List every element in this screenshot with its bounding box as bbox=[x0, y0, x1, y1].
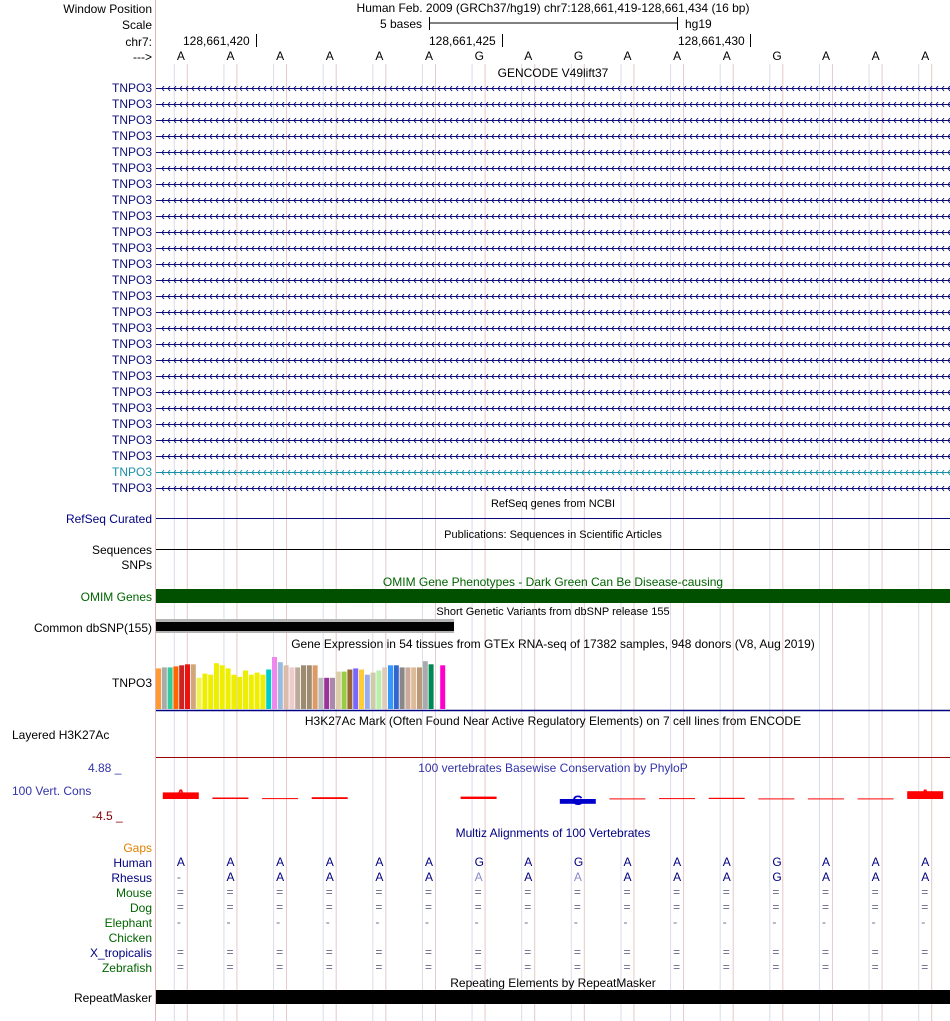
gtex-tissue-bar bbox=[179, 665, 184, 709]
multiz-base: = bbox=[673, 960, 681, 974]
multiz-base: = bbox=[821, 885, 829, 899]
gtex-tissue-bar bbox=[168, 667, 173, 709]
gencode-item-label[interactable]: TNPO3 bbox=[111, 145, 152, 159]
gtex-tissue-bar bbox=[429, 664, 434, 709]
gencode-item-label[interactable]: TNPO3 bbox=[111, 385, 152, 399]
conservation-score-bar bbox=[808, 798, 844, 799]
multiz-base: - bbox=[772, 915, 777, 929]
multiz-base: - bbox=[375, 915, 380, 929]
multiz-base: = bbox=[722, 885, 730, 899]
multiz-base: = bbox=[772, 945, 780, 959]
gencode-item-label[interactable]: TNPO3 bbox=[111, 225, 152, 239]
assembly-name: hg19 bbox=[685, 17, 712, 31]
multiz-base: A bbox=[573, 870, 582, 884]
multiz-base: A bbox=[276, 870, 285, 884]
scale-text: 5 bases bbox=[380, 17, 423, 31]
multiz-base: = bbox=[921, 900, 929, 914]
multiz-base: A bbox=[474, 870, 483, 884]
multiz-base: - bbox=[821, 915, 826, 929]
multiz-base: A bbox=[821, 855, 830, 869]
ruler-tick-2: 128,661,425 bbox=[429, 34, 496, 48]
multiz-base: = bbox=[226, 945, 234, 959]
multiz-base: = bbox=[821, 945, 829, 959]
conservation-max-label: 4.88 _ bbox=[88, 761, 122, 775]
sequence-base: A bbox=[921, 49, 930, 63]
multiz-base: = bbox=[673, 900, 681, 914]
multiz-base: A bbox=[921, 855, 930, 869]
gtex-track-title[interactable]: Gene Expression in 54 tissues from GTEx RNA-seq of 17382 samples, 948 donors (V8, Aug 2019) bbox=[291, 637, 815, 651]
multiz-base: = bbox=[474, 900, 482, 914]
multiz-base: = bbox=[276, 900, 284, 914]
gencode-item-label[interactable]: TNPO3 bbox=[111, 481, 152, 495]
multiz-base: = bbox=[673, 945, 681, 959]
gencode-item-label[interactable]: TNPO3 bbox=[111, 241, 152, 255]
gtex-tissue-bar bbox=[289, 667, 294, 709]
multiz-species-label[interactable]: X_tropicalis bbox=[89, 946, 152, 960]
gencode-item-label[interactable]: TNPO3 bbox=[111, 97, 152, 111]
omim-track-label[interactable]: OMIM Genes bbox=[80, 590, 152, 604]
multiz-base: = bbox=[375, 945, 383, 959]
multiz-base: = bbox=[424, 885, 432, 899]
gtex-tissue-bar bbox=[295, 667, 300, 709]
multiz-base: = bbox=[722, 960, 730, 974]
multiz-base: = bbox=[772, 960, 780, 974]
multiz-base: = bbox=[325, 900, 333, 914]
multiz-base: = bbox=[176, 885, 184, 899]
multiz-base: A bbox=[424, 855, 433, 869]
multiz-base: A bbox=[921, 870, 930, 884]
gencode-item-label[interactable]: TNPO3 bbox=[111, 305, 152, 319]
gtex-tissue-bar bbox=[313, 665, 318, 709]
sequence-base: A bbox=[871, 49, 880, 63]
gtex-tissue-bar bbox=[400, 667, 405, 709]
multiz-base: = bbox=[474, 960, 482, 974]
gtex-tissue-bar bbox=[318, 678, 323, 709]
gtex-tissue-bar bbox=[266, 670, 271, 710]
multiz-base: = bbox=[921, 885, 929, 899]
multiz-base: A bbox=[325, 870, 334, 884]
sequence-base: A bbox=[325, 49, 334, 63]
gencode-item-label[interactable]: TNPO3 bbox=[111, 353, 152, 367]
multiz-base: = bbox=[375, 960, 383, 974]
omim-gene-bar bbox=[156, 589, 950, 603]
sequence-base: A bbox=[276, 49, 285, 63]
sequence-base: A bbox=[226, 49, 235, 63]
multiz-base: - bbox=[722, 915, 727, 929]
multiz-base: = bbox=[673, 885, 681, 899]
gtex-tissue-bar bbox=[220, 665, 225, 709]
multiz-base: = bbox=[524, 900, 532, 914]
gtex-tissue-bar bbox=[405, 667, 410, 709]
conservation-letter: A bbox=[175, 786, 186, 802]
multiz-base: G bbox=[772, 870, 782, 884]
multiz-base: - bbox=[424, 915, 429, 929]
gtex-tissue-bar bbox=[371, 673, 376, 709]
multiz-base: A bbox=[325, 855, 334, 869]
gtex-tissue-bar bbox=[336, 672, 341, 709]
gtex-tissue-bar bbox=[260, 675, 265, 709]
gtex-tissue-bar bbox=[191, 664, 196, 709]
snps-track-label[interactable]: SNPs bbox=[121, 558, 152, 572]
gtex-tissue-bar bbox=[365, 675, 370, 709]
scale-label: Scale bbox=[121, 18, 152, 32]
sequence-base: A bbox=[623, 49, 632, 63]
multiz-base: = bbox=[772, 900, 780, 914]
gtex-track-label[interactable]: TNPO3 bbox=[111, 676, 152, 690]
multiz-base: G bbox=[573, 855, 584, 869]
multiz-base: - bbox=[226, 915, 231, 929]
gencode-item-label[interactable]: TNPO3 bbox=[111, 193, 152, 207]
gtex-tissue-bar bbox=[359, 670, 364, 710]
gencode-item-label[interactable]: TNPO3 bbox=[111, 257, 152, 271]
gtex-tissue-bar bbox=[423, 661, 428, 709]
multiz-base: A bbox=[524, 855, 533, 869]
gtex-tissue-bar bbox=[411, 667, 416, 709]
multiz-base: = bbox=[276, 945, 284, 959]
conservation-score-bar bbox=[609, 798, 645, 799]
ruler-tick-3: 128,661,430 bbox=[678, 34, 745, 48]
conservation-letter: A bbox=[920, 786, 931, 802]
multiz-base: A bbox=[722, 870, 731, 884]
gencode-item-label[interactable]: TNPO3 bbox=[111, 417, 152, 431]
gtex-tissue-bar bbox=[394, 665, 399, 709]
multiz-base: - bbox=[276, 915, 281, 929]
window-position-label: Window Position bbox=[63, 2, 152, 16]
multiz-base: A bbox=[623, 855, 632, 869]
multiz-base: - bbox=[176, 915, 181, 929]
multiz-species-label[interactable]: Chicken bbox=[108, 931, 152, 945]
conservation-score-bar bbox=[858, 798, 894, 799]
gencode-item-label[interactable]: TNPO3 bbox=[111, 273, 152, 287]
gtex-tissue-bar bbox=[440, 665, 445, 709]
sequences-track-label[interactable]: Sequences bbox=[91, 543, 152, 557]
gtex-tissue-bar bbox=[208, 675, 213, 709]
multiz-base: A bbox=[424, 870, 433, 884]
gtex-tissue-bar bbox=[255, 673, 260, 709]
gencode-item-label[interactable]: TNPO3 bbox=[111, 113, 152, 127]
multiz-base: A bbox=[871, 855, 880, 869]
multiz-base: = bbox=[474, 885, 482, 899]
multiz-base: = bbox=[772, 885, 780, 899]
gtex-tissue-bar bbox=[173, 666, 178, 709]
gtex-tissue-bar bbox=[249, 675, 254, 709]
multiz-base: A bbox=[276, 855, 285, 869]
multiz-base: = bbox=[871, 885, 879, 899]
multiz-base: G bbox=[772, 855, 782, 869]
gtex-tissue-bar bbox=[272, 657, 277, 709]
multiz-base: = bbox=[573, 900, 581, 914]
multiz-base: = bbox=[722, 945, 730, 959]
multiz-base: = bbox=[276, 885, 284, 899]
gtex-tissue-bar bbox=[243, 671, 248, 710]
multiz-base: = bbox=[325, 885, 333, 899]
gencode-item-label[interactable]: TNPO3 bbox=[111, 321, 152, 335]
gtex-tissue-bar bbox=[301, 665, 306, 709]
conservation-score-bar bbox=[212, 798, 248, 800]
multiz-base: = bbox=[226, 885, 234, 899]
sequence-base: A bbox=[176, 49, 185, 63]
multiz-base: = bbox=[722, 900, 730, 914]
gencode-item-label[interactable]: TNPO3 bbox=[111, 289, 152, 303]
gencode-item-label[interactable]: TNPO3 bbox=[111, 81, 152, 95]
genome-position-title: Human Feb. 2009 (GRCh37/hg19) chr7:128,661,419-128,661,434 (16 bp) bbox=[356, 1, 750, 15]
multiz-base: A bbox=[375, 855, 384, 869]
multiz-base: = bbox=[226, 960, 234, 974]
multiz-base: - bbox=[921, 915, 926, 929]
strand-label: ---> bbox=[133, 50, 152, 64]
gtex-tissue-bar bbox=[342, 672, 347, 709]
gtex-tissue-bar bbox=[231, 675, 236, 709]
sequence-base: A bbox=[821, 49, 830, 63]
conservation-score-bar bbox=[659, 798, 695, 799]
gtex-tissue-bar bbox=[156, 668, 161, 709]
multiz-base: - bbox=[871, 915, 876, 929]
multiz-base: G bbox=[474, 855, 484, 869]
dbsnp-track-label[interactable]: Common dbSNP(155) bbox=[33, 621, 152, 635]
multiz-base: = bbox=[325, 945, 333, 959]
multiz-base: = bbox=[375, 900, 383, 914]
gtex-tissue-bar bbox=[202, 674, 207, 709]
multiz-base: - bbox=[474, 915, 479, 929]
multiz-base: A bbox=[226, 870, 235, 884]
multiz-species-label[interactable]: Elephant bbox=[104, 916, 152, 930]
gtex-tissue-bar bbox=[307, 665, 312, 709]
multiz-base: = bbox=[375, 885, 383, 899]
dbsnp-track-title[interactable]: Short Genetic Variants from dbSNP release 155 bbox=[436, 606, 670, 618]
multiz-base: = bbox=[524, 960, 532, 974]
multiz-base: = bbox=[871, 960, 879, 974]
conservation-track-title[interactable]: 100 vertebrates Basewise Conservation by PhyloP bbox=[418, 761, 688, 775]
multiz-base: = bbox=[424, 945, 432, 959]
gtex-tissue-bar bbox=[237, 677, 242, 709]
gtex-tissue-bar bbox=[278, 662, 283, 709]
multiz-base: = bbox=[573, 960, 581, 974]
multiz-base: A bbox=[623, 870, 632, 884]
multiz-base: A bbox=[673, 870, 682, 884]
gtex-tissue-bar bbox=[382, 667, 387, 709]
sequence-base: G bbox=[573, 49, 584, 63]
sequence-base: G bbox=[474, 49, 484, 63]
conservation-score-bar bbox=[312, 797, 348, 799]
gtex-tissue-bar bbox=[185, 664, 190, 709]
multiz-base: A bbox=[375, 870, 384, 884]
gtex-tissue-bar bbox=[284, 665, 289, 709]
multiz-base: - bbox=[524, 915, 529, 929]
conservation-score-bar bbox=[758, 798, 794, 799]
multiz-species-label[interactable]: Human bbox=[113, 856, 152, 870]
publications-track-title[interactable]: Publications: Sequences in Scientific Articles bbox=[444, 529, 662, 541]
gtex-tissue-bar bbox=[330, 678, 335, 709]
multiz-base: = bbox=[226, 900, 234, 914]
conservation-track-label[interactable]: 100 Vert. Cons bbox=[12, 784, 92, 798]
multiz-base: A bbox=[673, 855, 682, 869]
gencode-track-title[interactable]: GENCODE V49lift37 bbox=[497, 66, 609, 80]
gencode-item-label[interactable]: TNPO3 bbox=[111, 465, 152, 479]
multiz-base: = bbox=[176, 900, 184, 914]
multiz-species-label[interactable]: Mouse bbox=[115, 886, 152, 900]
multiz-base: = bbox=[573, 885, 581, 899]
sequence-base: G bbox=[772, 49, 782, 63]
gencode-item-label[interactable]: TNPO3 bbox=[111, 129, 152, 143]
h3k27ac-track-title[interactable]: H3K27Ac Mark (Often Found Near Active Regulatory Elements) on 7 cell lines from ENCODE bbox=[304, 714, 802, 728]
multiz-base: = bbox=[524, 885, 532, 899]
gencode-item-label[interactable]: TNPO3 bbox=[111, 369, 152, 383]
multiz-base: - bbox=[623, 915, 628, 929]
multiz-species-label[interactable]: Rhesus bbox=[111, 871, 152, 885]
multiz-base: = bbox=[871, 945, 879, 959]
gencode-item-label[interactable]: TNPO3 bbox=[111, 337, 152, 351]
gencode-item-label[interactable]: TNPO3 bbox=[111, 433, 152, 447]
gtex-tissue-bar bbox=[347, 670, 352, 710]
gtex-tissue-bar bbox=[197, 678, 202, 709]
multiz-base: = bbox=[623, 960, 631, 974]
multiz-species-label[interactable]: Dog bbox=[129, 901, 152, 915]
multiz-base: A bbox=[871, 870, 880, 884]
refseq-track-title[interactable]: RefSeq genes from NCBI bbox=[490, 498, 616, 510]
multiz-base: - bbox=[325, 915, 330, 929]
conservation-letter: G bbox=[572, 791, 584, 808]
multiz-base: A bbox=[821, 870, 830, 884]
multiz-base: = bbox=[821, 900, 829, 914]
multiz-base: - bbox=[176, 870, 181, 884]
multiz-base: A bbox=[226, 855, 235, 869]
gtex-tissue-bar bbox=[214, 663, 219, 709]
chrom-label: chr7: bbox=[125, 35, 152, 49]
ruler-tick-1: 128,661,420 bbox=[183, 34, 250, 48]
multiz-base: = bbox=[474, 945, 482, 959]
repeatmasker-element-bar bbox=[156, 990, 950, 1004]
multiz-gaps-label[interactable]: Gaps bbox=[123, 841, 152, 855]
conservation-min-label: -4.5 _ bbox=[92, 809, 123, 823]
multiz-base: = bbox=[921, 945, 929, 959]
gencode-item-label[interactable]: TNPO3 bbox=[111, 209, 152, 223]
gtex-tissue-bar bbox=[324, 678, 329, 709]
multiz-base: = bbox=[424, 960, 432, 974]
multiz-base: = bbox=[325, 960, 333, 974]
multiz-base: = bbox=[524, 945, 532, 959]
multiz-base: - bbox=[573, 915, 578, 929]
gtex-tissue-bar bbox=[162, 667, 167, 709]
multiz-base: = bbox=[821, 960, 829, 974]
multiz-base: = bbox=[176, 945, 184, 959]
multiz-base: = bbox=[573, 945, 581, 959]
gencode-item-label[interactable]: TNPO3 bbox=[111, 401, 152, 415]
multiz-base: A bbox=[722, 855, 731, 869]
h3k27ac-track-label[interactable]: Layered H3K27Ac bbox=[12, 728, 110, 742]
sequence-base: A bbox=[424, 49, 433, 63]
sequence-base: A bbox=[722, 49, 731, 63]
gtex-tissue-bar bbox=[376, 671, 381, 710]
gtex-tissue-bar bbox=[353, 668, 358, 709]
multiz-base: = bbox=[176, 960, 184, 974]
multiz-species-label[interactable]: Zebrafish bbox=[101, 961, 152, 975]
multiz-base: = bbox=[623, 885, 631, 899]
multiz-base: = bbox=[424, 900, 432, 914]
gtex-tissue-bar bbox=[417, 667, 422, 709]
multiz-base: A bbox=[524, 870, 533, 884]
multiz-base: = bbox=[276, 960, 284, 974]
gencode-item-label[interactable]: TNPO3 bbox=[111, 449, 152, 463]
conservation-score-bar bbox=[709, 798, 745, 799]
repeatmasker-track-label[interactable]: RepeatMasker bbox=[73, 991, 152, 1005]
multiz-base: = bbox=[871, 900, 879, 914]
sequence-base: A bbox=[673, 49, 682, 63]
gtex-tissue-bar bbox=[388, 665, 393, 709]
gtex-tissue-bar bbox=[226, 668, 231, 709]
multiz-base: = bbox=[623, 945, 631, 959]
repeatmasker-track-title[interactable]: Repeating Elements by RepeatMasker bbox=[450, 976, 656, 990]
sequence-base: A bbox=[524, 49, 533, 63]
multiz-base: A bbox=[176, 855, 185, 869]
conservation-score-bar bbox=[461, 797, 497, 799]
multiz-base: = bbox=[921, 960, 929, 974]
sequence-base: A bbox=[375, 49, 384, 63]
conservation-score-bar bbox=[262, 798, 298, 799]
multiz-track-title[interactable]: Multiz Alignments of 100 Vertebrates bbox=[455, 826, 651, 840]
multiz-base: = bbox=[623, 900, 631, 914]
omim-track-title[interactable]: OMIM Gene Phenotypes - Dark Green Can Be Disease-causing bbox=[382, 575, 724, 589]
dbsnp-bar bbox=[156, 622, 454, 631]
refseq-track-label[interactable]: RefSeq Curated bbox=[65, 512, 152, 526]
gencode-item-label[interactable]: TNPO3 bbox=[111, 177, 152, 191]
multiz-base: - bbox=[673, 915, 678, 929]
gencode-item-label[interactable]: TNPO3 bbox=[111, 161, 152, 175]
